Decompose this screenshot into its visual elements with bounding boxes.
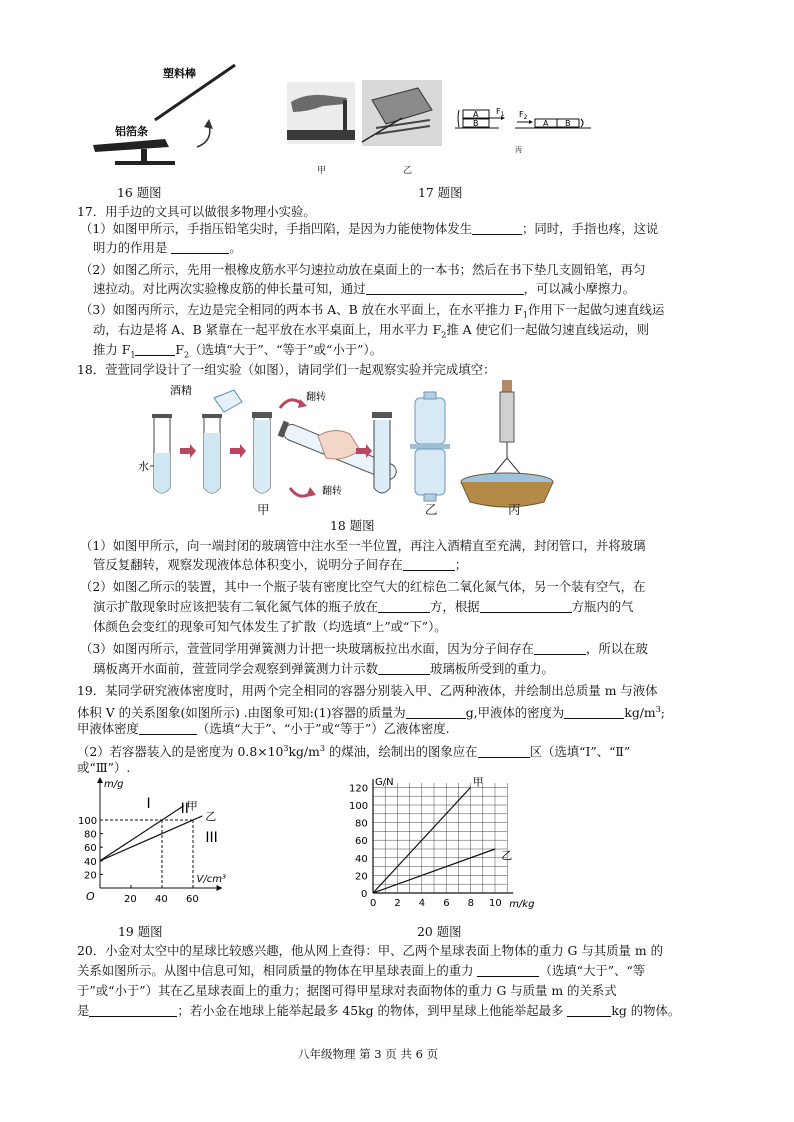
stand-base <box>115 161 175 165</box>
y-axis-arrow-icon <box>97 777 103 783</box>
q17-stem: 17．用手边的文具可以做很多物理小实验。 <box>77 204 316 219</box>
answer-blank[interactable] <box>366 280 524 295</box>
q17-part3-line1: （3）如图丙所示，左边是完全相同的两本书 A、B 放在水平面上，在水平推力 $F_1$作用下一起做匀速直线运 <box>80 302 665 320</box>
foil-strip-shape <box>93 139 169 152</box>
fig18-caption: 18 题图 <box>330 518 375 533</box>
x-tick-label: 0 <box>370 898 377 909</box>
answer-blank[interactable] <box>89 1002 177 1017</box>
table-shape <box>287 130 355 140</box>
hand-holding-scale <box>502 380 512 392</box>
chart-20 <box>345 775 555 915</box>
x-axis-label: m/kg <box>509 899 535 910</box>
q19-line3: 甲液体密度 （选填“大于”、“小于”或“等于”）乙液体密度. <box>77 721 450 736</box>
book-b-left-label: B <box>473 119 479 128</box>
q18-part3-line1: （3）如图丙所示，萱萱同学用弹簧测力计把一块玻璃板拉出水面，因为分子间存在 ，所以在玻 <box>80 641 648 656</box>
fig18-yi-label: 乙 <box>425 502 438 517</box>
bottle-bottom <box>415 449 445 495</box>
fig18-bing-label: 丙 <box>508 502 521 517</box>
chart-19 <box>80 775 280 920</box>
y-tick-label: 100 <box>78 816 98 827</box>
book-a-right-label: A <box>543 119 549 128</box>
curved-arrow-icon <box>197 125 210 147</box>
flip-label-bottom: 翻转 <box>322 486 342 497</box>
test-tube-4 <box>374 420 390 493</box>
y-tick-label: 20 <box>84 870 97 882</box>
y-tick-label: 0 <box>361 889 368 900</box>
answer-blank[interactable] <box>564 704 624 719</box>
alcohol-beaker <box>214 390 242 412</box>
bottle-top <box>415 398 445 444</box>
answer-blank[interactable] <box>135 341 175 356</box>
alcohol-label: 酒精 <box>170 384 192 397</box>
series-line-甲 <box>100 806 184 861</box>
q17-part3-line3: 推力 $F_1$ $F_2$（选填“大于”、“等于”或“小于”）。 <box>93 342 383 360</box>
q18-part2-line2: 演示扩散现象时应该把装有二氧化氮气体的瓶子放在 方，根据 方瓶内的气 <box>93 599 634 614</box>
spring-scale <box>500 392 514 442</box>
q18-part1-line2: 管反复翻转，观察发现液体总体积变小，说明分子间存在 ； <box>93 557 468 572</box>
arrow-icon <box>180 444 196 458</box>
x-tick-label: 10 <box>489 898 502 909</box>
y-tick-label: 60 <box>84 843 97 855</box>
q18-part2-line1: （2）如图乙所示的装置，其中一个瓶子装有密度比空气大的红棕色二氧化氮气体，另一个装有空气，在 <box>80 579 646 594</box>
y-tick-label: 20 <box>355 871 368 883</box>
figure-16 <box>85 55 255 165</box>
y-tick-label: 60 <box>355 836 368 848</box>
series-label-乙: 乙 <box>501 849 513 862</box>
y-tick-label: 100 <box>349 801 369 812</box>
region-label-II: II <box>180 801 189 818</box>
q17-part2-line1: （2）如图乙所示，先用一根橡皮筋水平匀速拉动放在桌面上的一本书；然后在书下垫几支圆铅笔，再匀 <box>80 262 646 277</box>
answer-blank[interactable] <box>477 962 539 977</box>
fig16-caption: 16 题图 <box>117 185 162 200</box>
x-tick-label: 6 <box>443 898 450 909</box>
fig17-caption: 17 题图 <box>418 185 463 200</box>
y-axis-label: m/g <box>104 779 124 790</box>
q19-line2: 体积 V 的关系图象(如图所示) .由图象可知:(1)容器的质量为 g,甲液体的密度为 $kg/m^3$; <box>77 705 665 721</box>
answer-blank[interactable] <box>478 743 530 758</box>
q19-line1: 19．某同学研究液体密度时，用两个完全相同的容器分别装入甲、乙两种液体，并绘制出总质量 m 与液体 <box>77 683 658 698</box>
page-footer: 八年级物理 第 3 页 共 6 页 <box>298 1047 439 1061</box>
fig17-jia-label: 甲 <box>317 166 327 176</box>
answer-blank[interactable] <box>567 1002 611 1017</box>
fig19-caption: 19 题图 <box>118 924 163 939</box>
answer-blank[interactable] <box>472 220 522 235</box>
x-tick-label: 2 <box>394 898 401 909</box>
book-b-right-label: B <box>565 119 571 128</box>
q18-part2-line3: 体颜色会变红的现象可知气体发生了扩散（均选填“上”或“下”）。 <box>93 619 447 634</box>
plastic-rod-label: 塑料棒 <box>163 67 196 80</box>
series-label-乙: 乙 <box>205 809 217 823</box>
fig17-yi-label: 乙 <box>403 166 413 176</box>
fig18-jia-label: 甲 <box>257 502 270 517</box>
answer-blank[interactable] <box>139 720 197 735</box>
q18-part1-line1: （1）如图甲所示，向一端封闭的玻璃管中注水至一半位置，再注入酒精直至充满，封闭管口，并将玻璃 <box>80 538 646 553</box>
y-tick-label: 40 <box>84 856 97 868</box>
x-tick-label: 8 <box>467 898 474 909</box>
q18-stem: 18．萱萱同学设计了一组实验（如图），请同学们一起观察实验并完成填空： <box>77 362 496 377</box>
q17-part2-line2: 速拉动。对比两次实验橡皮筋的伸长量可知，通过 ，可以减小摩擦力。 <box>93 281 636 296</box>
answer-blank[interactable] <box>403 556 455 571</box>
figure-17-bing <box>455 100 595 156</box>
x-tick-label: 40 <box>155 894 168 905</box>
y-tick-label: 40 <box>355 853 368 865</box>
q17-part1-line1: （1）如图甲所示，手指压铅笔尖时，手指凹陷，是因为力能使物体发生 ；同时，手指也疼，这说 <box>80 221 659 236</box>
figure-18 <box>130 378 580 518</box>
x-axis-label: V/cm³ <box>196 874 226 885</box>
x-axis-arrow-icon <box>217 885 223 891</box>
origin-label: O <box>86 890 95 903</box>
x-tick-label: 60 <box>186 894 199 905</box>
region-label-III: III <box>205 829 218 846</box>
answer-blank[interactable] <box>378 660 430 675</box>
y-axis-label: G/N <box>375 777 394 788</box>
book-a-left-label: A <box>473 110 479 119</box>
q17-part3-line2: 动，右边是将 A、B 紧靠在一起平放在水平桌面上，用水平力 $F_2$推 A 使它们一起做匀速直线运动，则 <box>93 322 650 340</box>
answer-blank[interactable] <box>534 640 586 655</box>
arrow-icon <box>230 444 246 458</box>
figure-17-yi <box>362 80 442 146</box>
series-label-甲: 甲 <box>186 799 198 813</box>
y-tick-label: 80 <box>84 829 97 841</box>
y-tick-label: 120 <box>349 783 369 795</box>
q20-line1: 20．小金对太空中的星球比较感兴趣，他从网上查得：甲、乙两个星球表面上物体的重力 G 与其质量 m 的 <box>77 943 663 958</box>
force-f2-label: $F_2$ <box>519 110 528 121</box>
flip-label-top: 翻转 <box>306 392 326 403</box>
answer-blank[interactable] <box>406 704 466 719</box>
pivot-stand <box>141 149 147 163</box>
x-tick-label: 4 <box>418 898 426 909</box>
q19-line5: 或“Ⅲ”）. <box>77 760 131 775</box>
fig17-bing-label: 丙 <box>515 146 522 154</box>
q20-line2: 关系如图所示。从图中信息可知，相同质量的物体在甲星球表面上的重力 （选填“大于”、“等 <box>77 963 646 978</box>
series-label-甲: 甲 <box>472 775 484 789</box>
force-f1-label: $F_1$ <box>496 107 505 118</box>
pencil-shape <box>343 100 347 130</box>
q18-part3-line2: 璃板离开水面前，萱萱同学会观察到弹簧测力计示数 玻璃板所受到的重力。 <box>93 661 554 676</box>
answer-blank[interactable] <box>480 598 572 613</box>
x-tick-label: 20 <box>124 894 137 905</box>
y-tick-label: 80 <box>355 818 368 830</box>
figure-17-jia <box>287 82 355 144</box>
series-line-乙 <box>100 816 202 861</box>
foil-label: 铝箔条 <box>115 125 148 138</box>
region-label-I: I <box>146 795 151 812</box>
water-label: 水 <box>138 460 149 473</box>
fig20-caption: 20 题图 <box>417 924 462 939</box>
answer-blank[interactable] <box>378 598 430 613</box>
q19-line4: （2）若容器装入的是密度为 $0.8\times 10^3kg/m^3$ 的煤油，绘制出的图象应在 区（选填“Ⅰ”、“Ⅱ” <box>77 744 631 760</box>
q17-part1-line2: 明力的作用是 。 <box>93 240 242 255</box>
answer-blank[interactable] <box>171 239 229 254</box>
q20-line3: 于”或“小于”）其在乙星球表面上的重力；据图可得甲星球对表面物体的重力 G 与质量 m 的关系式 <box>77 983 617 998</box>
q20-line4: 是 ；若小金在地球上能举起最多 45kg 的物体，到甲星球上他能举起最多 kg 的物体。 <box>77 1003 681 1018</box>
